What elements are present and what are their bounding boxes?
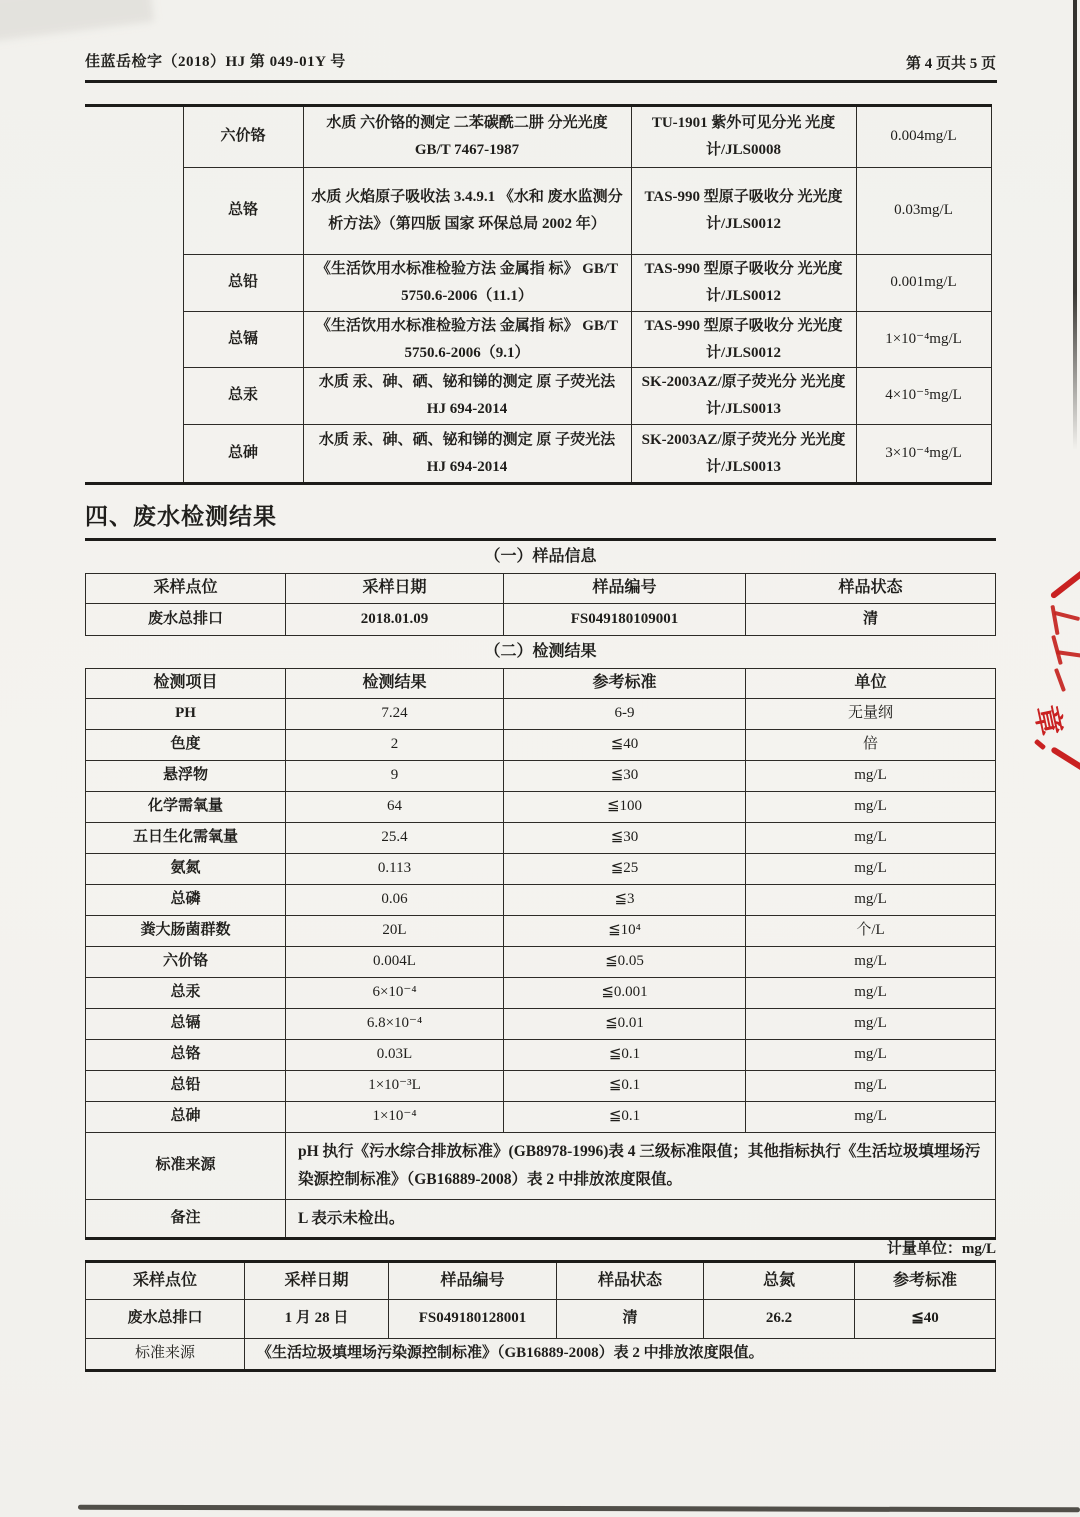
col-header: 样品状态 [746, 574, 996, 604]
col-header: 参考标准 [504, 669, 746, 699]
cell-result: 9 [286, 761, 504, 792]
standard-source-label: 标准来源 [86, 1133, 286, 1200]
cell-unit: 倍 [746, 730, 996, 761]
cell-method: 水质 六价铬的测定 二苯碳酰二肼 分光光度 GB/T 7467-1987 [303, 107, 631, 168]
cell-unit: mg/L [746, 1071, 996, 1102]
cell-standard: ≦40 [855, 1300, 996, 1339]
col-header: 参考标准 [855, 1263, 996, 1300]
cell-standard: ≦0.1 [504, 1071, 746, 1102]
cell-result: 0.113 [286, 854, 504, 885]
cell-item: 总砷 [86, 1102, 286, 1133]
band-sample-info [86, 541, 996, 574]
cell-method: 水质 汞、砷、硒、铋和锑的测定 原 子荧光法 HJ 694-2014 [303, 425, 631, 483]
cell-detection-limit: 0.001mg/L [856, 255, 991, 312]
continuation-empty-cell [85, 107, 183, 482]
cell-unit: mg/L [746, 1102, 996, 1133]
cell-unit: 个/L [746, 916, 996, 947]
cell-item: 氨氮 [86, 854, 286, 885]
cell-param: 总铬 [183, 168, 303, 255]
scan-smudge [0, 0, 154, 42]
results-table [85, 538, 996, 1240]
cell-standard: 6-9 [504, 699, 746, 730]
cell-detection-limit: 0.004mg/L [856, 107, 991, 168]
header-rule [85, 80, 997, 83]
cell-item: 粪大肠菌群数 [86, 916, 286, 947]
report-number: 佳蓝岳检字（2018）HJ 第 049-01Y 号 [85, 54, 346, 70]
col-header: 采样点位 [86, 1263, 245, 1300]
cell-unit: mg/L [746, 1040, 996, 1071]
cell-sample-id: FS049180109001 [504, 604, 746, 636]
cell-result: 0.004L [286, 947, 504, 978]
col-header: 总氮 [704, 1263, 855, 1300]
cell-result: 2 [286, 730, 504, 761]
cell-param: 六价铬 [183, 107, 303, 168]
cell-instrument: TAS-990 型原子吸收分 光光度计/JLS0012 [631, 168, 856, 255]
table-row [86, 854, 996, 885]
cell-sampling-date: 2018.01.09 [286, 604, 504, 636]
seal-border-stroke [1050, 563, 1080, 600]
scan-page-edge [1073, 0, 1077, 450]
nitrogen-table [85, 1260, 996, 1372]
col-header: 单位 [746, 669, 996, 699]
cell-method: 水质 火焰原子吸收法 3.4.9.1 《水和 废水监测分析方法》（第四版 国家 环保总局 2002 年） [303, 168, 631, 255]
cell-item: 五日生化需氧量 [86, 823, 286, 854]
cell-item: 总铅 [86, 1071, 286, 1102]
cell-item: 总铬 [86, 1040, 286, 1071]
sample-header-row [86, 574, 996, 604]
table-row [86, 1071, 996, 1102]
cell-result: 6.8×10⁻⁴ [286, 1009, 504, 1040]
seal-glyph-stroke [1050, 605, 1059, 635]
col-header: 采样点位 [86, 574, 286, 604]
cell-standard: ≦0.1 [504, 1040, 746, 1071]
result-header-row [86, 669, 996, 699]
table-row [85, 368, 991, 425]
cell-standard: ≦0.01 [504, 1009, 746, 1040]
band-test-results [86, 636, 996, 669]
cell-instrument: TAS-990 型原子吸收分 光光度计/JLS0012 [631, 255, 856, 312]
cell-sample-status: 清 [746, 604, 996, 636]
cell-standard: ≦3 [504, 885, 746, 916]
seal-glyph-stroke [1054, 611, 1080, 621]
cell-instrument: SK-2003AZ/原子荧光分 光光度计/JLS0013 [631, 368, 856, 425]
cell-result: 0.03L [286, 1040, 504, 1071]
cell-result: 1×10⁻⁴ [286, 1102, 504, 1133]
standard-source-text: pH 执行《污水综合排放标准》(GB8978-1996)表 4 三级标准限值；其他指标执行《生活垃圾填埋场污染源控制标准》（GB16889-2008）表 2 中排放浓度限值。 [286, 1133, 996, 1200]
seal-glyph-stroke [1034, 739, 1046, 751]
table-row [86, 699, 996, 730]
cell-result: 7.24 [286, 699, 504, 730]
table-row [85, 312, 991, 368]
col-header: 样品编号 [389, 1263, 557, 1300]
cell-instrument: TAS-990 型原子吸收分 光光度计/JLS0012 [631, 312, 856, 368]
unit-note: 计量单位：mg/L [886, 1241, 996, 1257]
cell-item: 悬浮物 [86, 761, 286, 792]
band-label: （一）样品信息 [86, 541, 996, 574]
cell-result: 25.4 [286, 823, 504, 854]
cell-result: 20L [286, 916, 504, 947]
table-row [85, 425, 991, 483]
remark-text: L 表示未检出。 [286, 1200, 996, 1238]
cell-detection-limit: 4×10⁻⁵mg/L [856, 368, 991, 425]
col-header: 采样日期 [286, 574, 504, 604]
table-row [86, 947, 996, 978]
cell-standard: ≦40 [504, 730, 746, 761]
cell-unit: mg/L [746, 854, 996, 885]
cell-item: 总镉 [86, 1009, 286, 1040]
col-header: 检测结果 [286, 669, 504, 699]
table-row [86, 761, 996, 792]
cell-unit: mg/L [746, 761, 996, 792]
cell-instrument: SK-2003AZ/原子荧光分 光光度计/JLS0013 [631, 425, 856, 483]
table-row [86, 1040, 996, 1071]
col-header: 采样日期 [245, 1263, 389, 1300]
table-row [86, 730, 996, 761]
cell-result: 0.06 [286, 885, 504, 916]
cell-standard: ≦0.001 [504, 978, 746, 1009]
standard-source-label: 标准来源 [86, 1339, 245, 1370]
cell-sampling-point: 废水总排口 [86, 1300, 245, 1339]
table-row [86, 885, 996, 916]
cell-unit: mg/L [746, 1009, 996, 1040]
cell-unit: mg/L [746, 823, 996, 854]
cell-result: 6×10⁻⁴ [286, 978, 504, 1009]
cell-result: 1×10⁻³L [286, 1071, 504, 1102]
seal-glyph-stroke [1054, 668, 1066, 692]
cell-item: 色度 [86, 730, 286, 761]
cell-sample-status: 清 [557, 1300, 704, 1339]
standard-source-row [86, 1133, 996, 1200]
cell-method: 《生活饮用水标准检验方法 金属指 标》 GB/T 5750.6-2006（9.1） [303, 312, 631, 368]
cell-standard: ≦0.1 [504, 1102, 746, 1133]
method-table [85, 104, 992, 485]
table-row [85, 168, 991, 255]
cell-item: 总磷 [86, 885, 286, 916]
cell-unit: 无量纲 [746, 699, 996, 730]
cell-sample-id: FS049180128001 [389, 1300, 557, 1339]
cell-item: 化学需氧量 [86, 792, 286, 823]
cell-method: 水质 汞、砷、硒、铋和锑的测定 原 子荧光法 HJ 694-2014 [303, 368, 631, 425]
cell-item: 总汞 [86, 978, 286, 1009]
cell-detection-limit: 3×10⁻⁴mg/L [856, 425, 991, 483]
band-label: （二）检测结果 [86, 636, 996, 669]
table-row [86, 1102, 996, 1133]
cell-total-nitrogen: 26.2 [704, 1300, 855, 1339]
cell-instrument: TU-1901 紫外可见分光 光度计/JLS0008 [631, 107, 856, 168]
cell-unit: mg/L [746, 947, 996, 978]
table-row [86, 916, 996, 947]
cell-unit: mg/L [746, 885, 996, 916]
scan-page-edge [78, 1505, 1080, 1513]
cell-sampling-point: 废水总排口 [86, 604, 286, 636]
seal-border-stroke [1050, 746, 1080, 778]
cell-standard: ≦10⁴ [504, 916, 746, 947]
cell-method: 《生活饮用水标准检验方法 金属指 标》 GB/T 5750.6-2006（11.1） [303, 255, 631, 312]
table-row [86, 792, 996, 823]
col-header: 检测项目 [86, 669, 286, 699]
table-row [85, 255, 991, 312]
page-indicator: 第 4 页共 5 页 [905, 56, 996, 72]
remark-label: 备注 [86, 1200, 286, 1238]
table-row [86, 978, 996, 1009]
nitrogen-data-row [86, 1300, 996, 1339]
remark-row [86, 1200, 996, 1238]
cell-param: 总镉 [183, 312, 303, 368]
cell-item: 六价铬 [86, 947, 286, 978]
seal-character: 章 [1028, 702, 1067, 739]
cell-param: 总砷 [183, 425, 303, 483]
cell-param: 总汞 [183, 368, 303, 425]
cell-item: PH [86, 699, 286, 730]
cell-standard: ≦25 [504, 854, 746, 885]
nitrogen-header-row [86, 1263, 996, 1300]
cell-standard: ≦30 [504, 823, 746, 854]
standard-source-row [86, 1339, 996, 1370]
cell-standard: ≦30 [504, 761, 746, 792]
col-header: 样品状态 [557, 1263, 704, 1300]
sample-row [86, 604, 996, 636]
cell-sampling-date: 1 月 28 日 [245, 1300, 389, 1339]
table-row [86, 823, 996, 854]
cell-standard: ≦0.05 [504, 947, 746, 978]
table-row [85, 107, 991, 168]
col-header: 样品编号 [504, 574, 746, 604]
cell-standard: ≦100 [504, 792, 746, 823]
cell-param: 总铅 [183, 255, 303, 312]
section-title: 四、废水检测结果 [85, 504, 277, 529]
cell-result: 64 [286, 792, 504, 823]
cell-detection-limit: 0.03mg/L [856, 168, 991, 255]
cell-unit: mg/L [746, 792, 996, 823]
red-seal-fragment [1018, 556, 1080, 786]
standard-source-text: 《生活垃圾填埋场污染源控制标准》（GB16889-2008）表 2 中排放浓度限值。 [245, 1339, 996, 1370]
cell-detection-limit: 1×10⁻⁴mg/L [856, 312, 991, 368]
cell-unit: mg/L [746, 978, 996, 1009]
table-row [86, 1009, 996, 1040]
